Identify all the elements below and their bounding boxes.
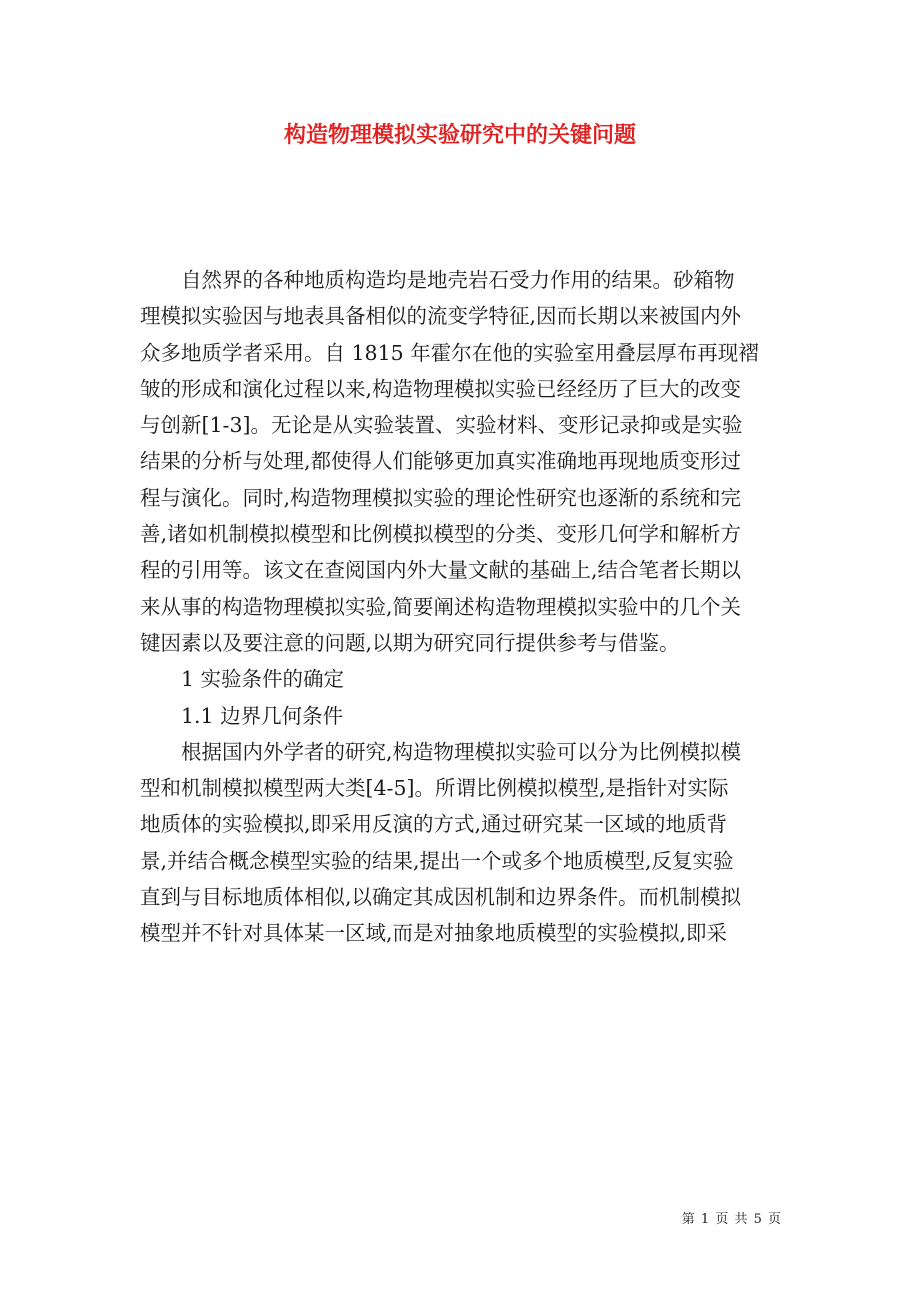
paragraph-line: 众多地质学者采用。自 1815 年霍尔在他的实验室用叠层厚布再现褶 xyxy=(140,340,759,365)
paragraph-line: 程的引用等。该文在查阅国内外大量文献的基础上,结合笔者长期以 xyxy=(140,558,742,583)
paragraph-line: 地质体的实验模拟,即采用反演的方式,通过研究某一区域的地质背 xyxy=(140,812,728,837)
page-number-footer: 第 1 页 共 5 页 xyxy=(681,1212,782,1227)
paragraph-line: 直到与目标地质体相似,以确定其成因机制和边界条件。而机制模拟 xyxy=(140,885,742,910)
document-title: 构造物理模拟实验研究中的关键问题 xyxy=(283,122,636,148)
paragraph-line: 结果的分析与处理,都使得人们能够更加真实准确地再现地质变形过 xyxy=(140,449,742,474)
paragraph-line: 自然界的各种地质构造均是地壳岩石受力作用的结果。砂箱物 xyxy=(181,268,735,292)
paragraph-line: 程与演化。同时,构造物理模拟实验的理论性研究也逐渐的系统和完 xyxy=(140,485,742,510)
paragraph-line: 与创新[1-3]。无论是从实验装置、实验材料、变形记录抑或是实验 xyxy=(140,413,743,438)
paragraph-line: 皱的形成和演化过程以来,构造物理模拟实验已经经历了巨大的改变 xyxy=(140,376,742,401)
paragraph-line: 键因素以及要注意的问题,以期为研究同行提供参考与借鉴。 xyxy=(140,630,680,655)
paragraph-line: 型和机制模拟模型两大类[4-5]。所谓比例模拟模型,是指针对实际 xyxy=(140,776,729,801)
section-heading: 1 实验条件的确定 xyxy=(181,667,345,692)
paragraph-line: 来从事的构造物理模拟实验,简要阐述构造物理模拟实验中的几个关 xyxy=(140,594,742,619)
paragraph-line: 善,诸如机制模拟模型和比例模拟模型的分类、变形几何学和解析方 xyxy=(140,522,742,547)
document-body xyxy=(140,262,785,952)
paragraph-line: 景,并结合概念模型实验的结果,提出一个或多个地质模型,反复实验 xyxy=(140,848,734,873)
paragraph-line: 理模拟实验因与地表具备相似的流变学特征,因而长期以来被国内外 xyxy=(140,304,742,329)
paragraph-line: 模型并不针对具体某一区域,而是对抽象地质模型的实验模拟,即采 xyxy=(140,921,728,946)
subsection-heading: 1.1 边界几何条件 xyxy=(181,703,344,728)
paragraph-line: 根据国内外学者的研究,构造物理模拟实验可以分为比例模拟模 xyxy=(181,739,742,764)
